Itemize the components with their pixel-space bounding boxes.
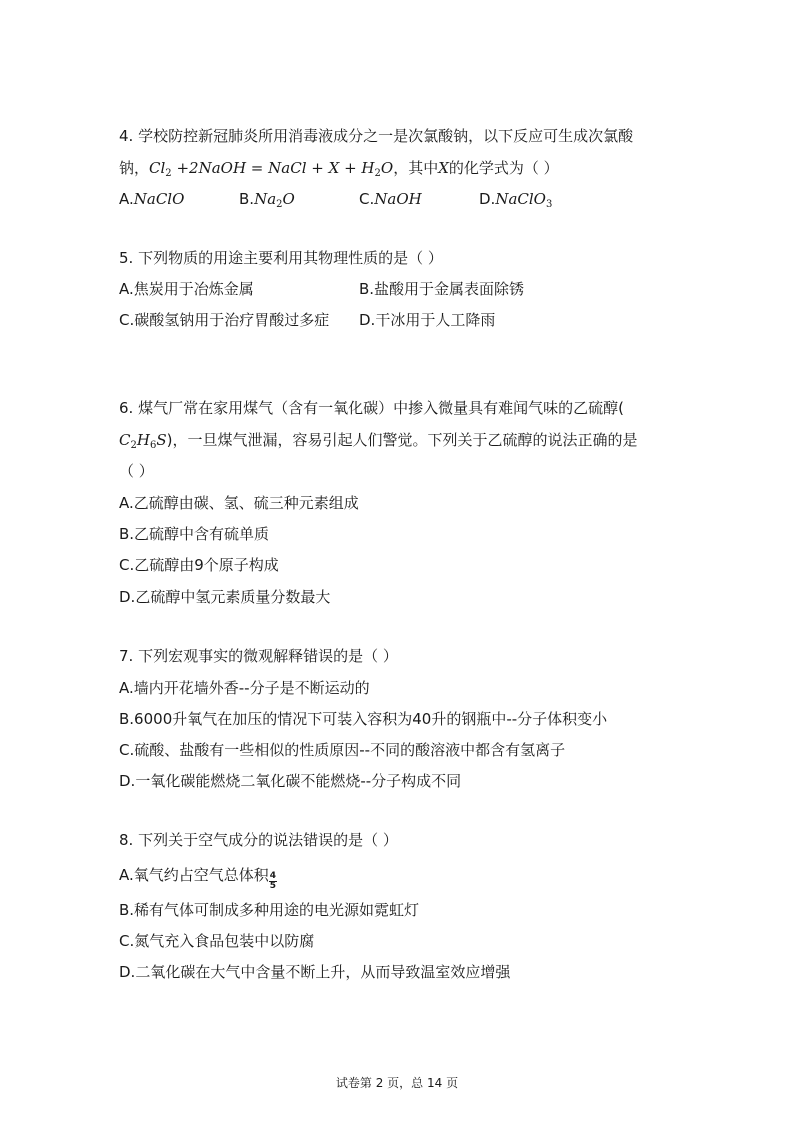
q6-stem-line3: （ ） (119, 462, 154, 480)
q7-option-d: D.一氧化碳能燃烧二氧化碳不能燃烧--分子构成不同 (119, 772, 462, 790)
q5-option-d: D.干冰用于人工降雨 (359, 311, 496, 329)
q4-option-c: C.NaOH (359, 190, 422, 208)
q4-equation: $Cl_2$ +2NaOH = NaCl + $X + H_2O$ (149, 159, 394, 179)
q5-option-b: B.盐酸用于金属表面除锈 (359, 280, 525, 298)
q6-formula: $C_2H_6S$ (119, 431, 167, 451)
q5-stem: 5. 下列物质的用途主要利用其物理性质的是（ ） (119, 249, 443, 267)
q8-option-d: D.二氧化碳在大气中含量不断上升，从而导致温室效应增强 (119, 963, 511, 981)
q4-variable: X (438, 159, 449, 177)
q7-stem: 7. 下列宏观事实的微观解释错误的是（ ） (119, 647, 398, 665)
q8-option-a: A.氧气约占空气总体积 $\frac{4}{5}$ (119, 866, 277, 891)
q5-option-c: C.碳酸氢钠用于治疗胃酸过多症 (119, 311, 330, 329)
q6-option-a: A.乙硫醇由碳、氢、硫三种元素组成 (119, 494, 359, 512)
q6-stem-line1: 6. 煤气厂常在家用煤气（含有一氧化碳）中掺入微量具有难闻气味的乙硫醇( (119, 399, 624, 417)
q6-stem-line2-text: )，一旦煤气泄漏，容易引起人们警觉。下列关于乙硫醇的说法正确的是 (166, 431, 638, 449)
q6-stem-line2 (119, 430, 637, 456)
q7-option-a: A.墙内开花墙外香--分子是不断运动的 (119, 679, 370, 697)
q4-stem-line2 (119, 158, 559, 184)
q5-option-a: A.焦炭用于冶炼金属 (119, 280, 254, 298)
q6-option-d: D.乙硫醇中氢元素质量分数最大 (119, 588, 331, 606)
q6-option-b: B.乙硫醇中含有硫单质 (119, 525, 270, 543)
q6-option-c: C.乙硫醇由9个原子构成 (119, 556, 279, 574)
q8-fraction: $\frac{4}{5}$ (269, 871, 277, 891)
q4-option-a: A.NaClO (119, 190, 185, 208)
q4-option-d: D.NaClO$_3$ (479, 190, 553, 210)
q4-option-b: $B.Na_2O$ (239, 190, 295, 210)
q4-stem-suffix: ，其中 (393, 159, 439, 177)
q8-stem: 8. 下列关于空气成分的说法错误的是（ ） (119, 831, 398, 849)
q8-option-b: B.稀有气体可制成多种用途的电光源如霓虹灯 (119, 901, 420, 919)
q4-stem-prefix: 钠， (119, 159, 150, 177)
q7-option-c: C.硫酸、盐酸有一些相似的性质原因--不同的酸溶液中都含有氢离子 (119, 741, 566, 759)
q7-option-b: B.6000升氧气在加压的情况下可装入容积为40升的钢瓶中--分子体积变小 (119, 710, 608, 728)
page-footer: 试卷第 2 页，总 14 页 (335, 1076, 459, 1090)
q8-option-c: C.氮气充入食品包装中以防腐 (119, 932, 315, 950)
q4-stem-line1: 4. 学校防控新冠肺炎所用消毒液成分之一是次氯酸钠，以下反应可生成次氯酸 (119, 127, 634, 145)
q4-stem-end: 的化学式为（ ） (448, 159, 559, 177)
